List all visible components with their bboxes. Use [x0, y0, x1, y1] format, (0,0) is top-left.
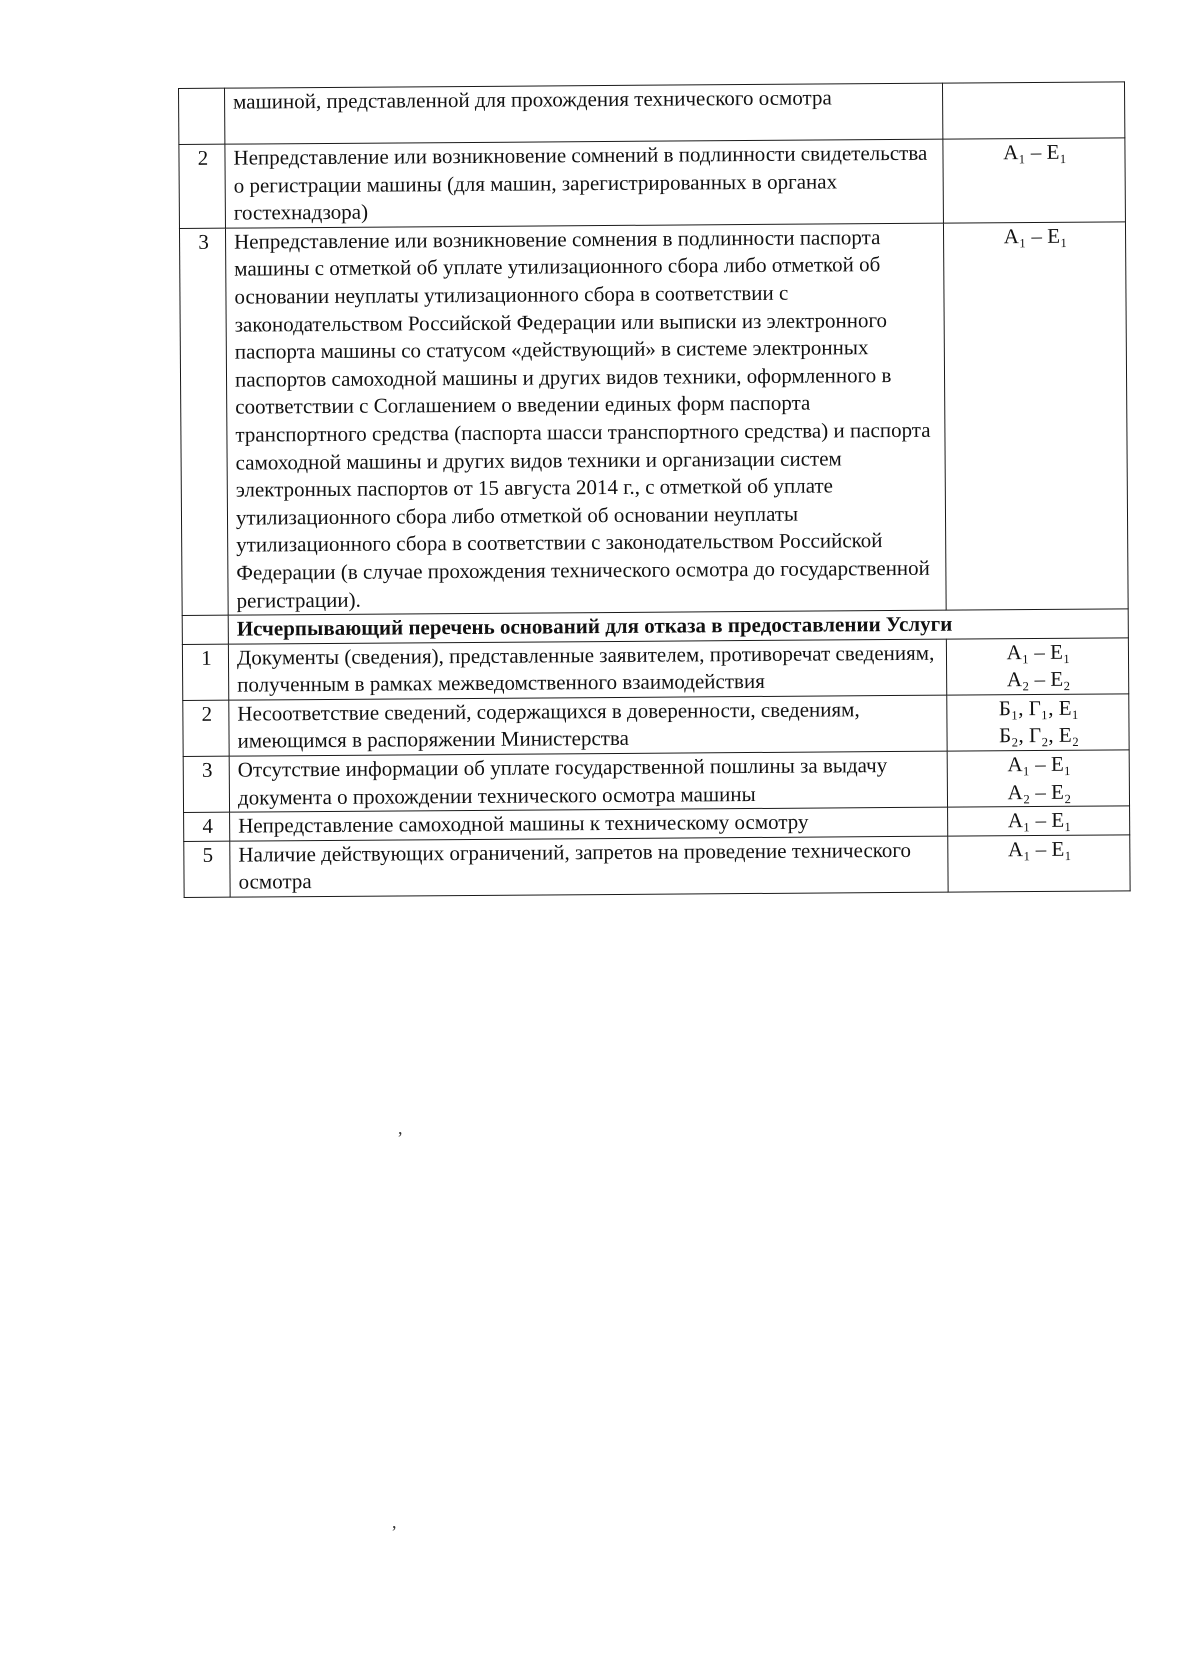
stray-mark: , — [392, 1512, 397, 1532]
ground-code: А₂ – Е₂ — [1007, 779, 1072, 804]
refusal-grounds-table — [178, 81, 1131, 898]
ground-code: Б₁, Г₁, Е₁ — [998, 695, 1079, 721]
row-number: 1 — [182, 644, 228, 701]
table-row — [183, 694, 1129, 757]
ground-code: А₁ – Е₁ — [1003, 223, 1068, 249]
table-row — [179, 138, 1126, 228]
ground-description: Несоответствие сведений, содержащихся в доверенности, сведениям, имеющимся в распоряжении Министерства — [229, 695, 947, 756]
ground-description: Документы (сведения), представленные заявителем, противоречат сведениям, полученным в рамках межведомственного взаимодействия — [228, 639, 946, 700]
table-row — [182, 638, 1128, 701]
ground-code: А₁ – Е₁ — [1003, 139, 1067, 165]
ground-code-cell — [942, 82, 1124, 139]
row-number: 3 — [183, 756, 229, 813]
ground-code-cell — [947, 750, 1129, 807]
ground-description: Непредставление самоходной машины к техническому осмотру — [230, 807, 948, 841]
ground-code-cell — [948, 835, 1130, 892]
ground-code: Б₂, Г₂, Е₂ — [998, 723, 1080, 748]
ground-code-cell — [948, 806, 1130, 836]
ground-code-cell — [943, 222, 1128, 611]
row-number: 2 — [183, 700, 229, 757]
ground-description: Отсутствие информации об уплате государственной пошлины за выдачу документа о прохождении технического осмотра машины — [229, 751, 947, 812]
row-number — [179, 88, 225, 144]
ground-description: Непредставление или возникновение сомнений в подлинности свидетельства о регистрации машины (для машин, зарегистрированных в органах гостехнадзора) — [225, 139, 944, 228]
ground-code: А₁ – Е₁ — [1007, 836, 1072, 862]
ground-code: А₁ – Е₁ — [1007, 751, 1072, 777]
table-row — [184, 835, 1130, 898]
ground-code: А₁ – Е₁ — [1007, 808, 1072, 833]
ground-code: А₁ – Е₁ — [1006, 639, 1071, 664]
ground-code-cell — [947, 694, 1129, 751]
row-number: 5 — [184, 841, 230, 898]
ground-description: Наличие действующих ограничений, запретов на проведение технического осмотра — [230, 836, 948, 897]
ground-code: А₂ – Е₂ — [1006, 667, 1071, 692]
row-number: 4 — [184, 812, 230, 841]
table-row — [183, 750, 1129, 813]
ground-code-cell — [943, 138, 1126, 223]
row-number: 3 — [179, 228, 228, 616]
ground-description: машиной, представленной для прохождения технического осмотра — [225, 83, 943, 144]
table-body — [179, 82, 1131, 898]
table-row — [179, 222, 1128, 616]
section-heading: Исчерпывающий перечень оснований для отказа в предоставлении Услуги — [228, 609, 1128, 644]
row-number: 2 — [179, 144, 226, 228]
ground-description: Непредставление или возникновение сомнения в подлинности паспорта машины с отметкой об уплате утилизационного сбора либо отметкой об основании неуплаты утилизационного сбора в соответствии с законодательством Российской Федерации или выписки из электронного паспорта машины со статусом «действующий» в системе электронных паспортов самоходной машины и других видов техники, оформленного в соответствии с Соглашением о введении единых форм паспорта транспортного средства (паспорта шасси транспортного средства) и паспорта самоходной машины и других видов техники и организации систем электронных паспортов от 15 августа 2014 г., с отметкой об уплате утилизационного сбора либо отметкой об основании неуплаты утилизационного сбора в соответствии с законодательством Российской Федерации (в случае прохождения технического осмотра до государственной регистрации). — [225, 223, 946, 615]
ground-code-cell — [946, 638, 1128, 695]
table-row — [179, 82, 1125, 145]
section-number-cell — [182, 615, 228, 644]
stray-mark: , — [398, 1118, 403, 1138]
